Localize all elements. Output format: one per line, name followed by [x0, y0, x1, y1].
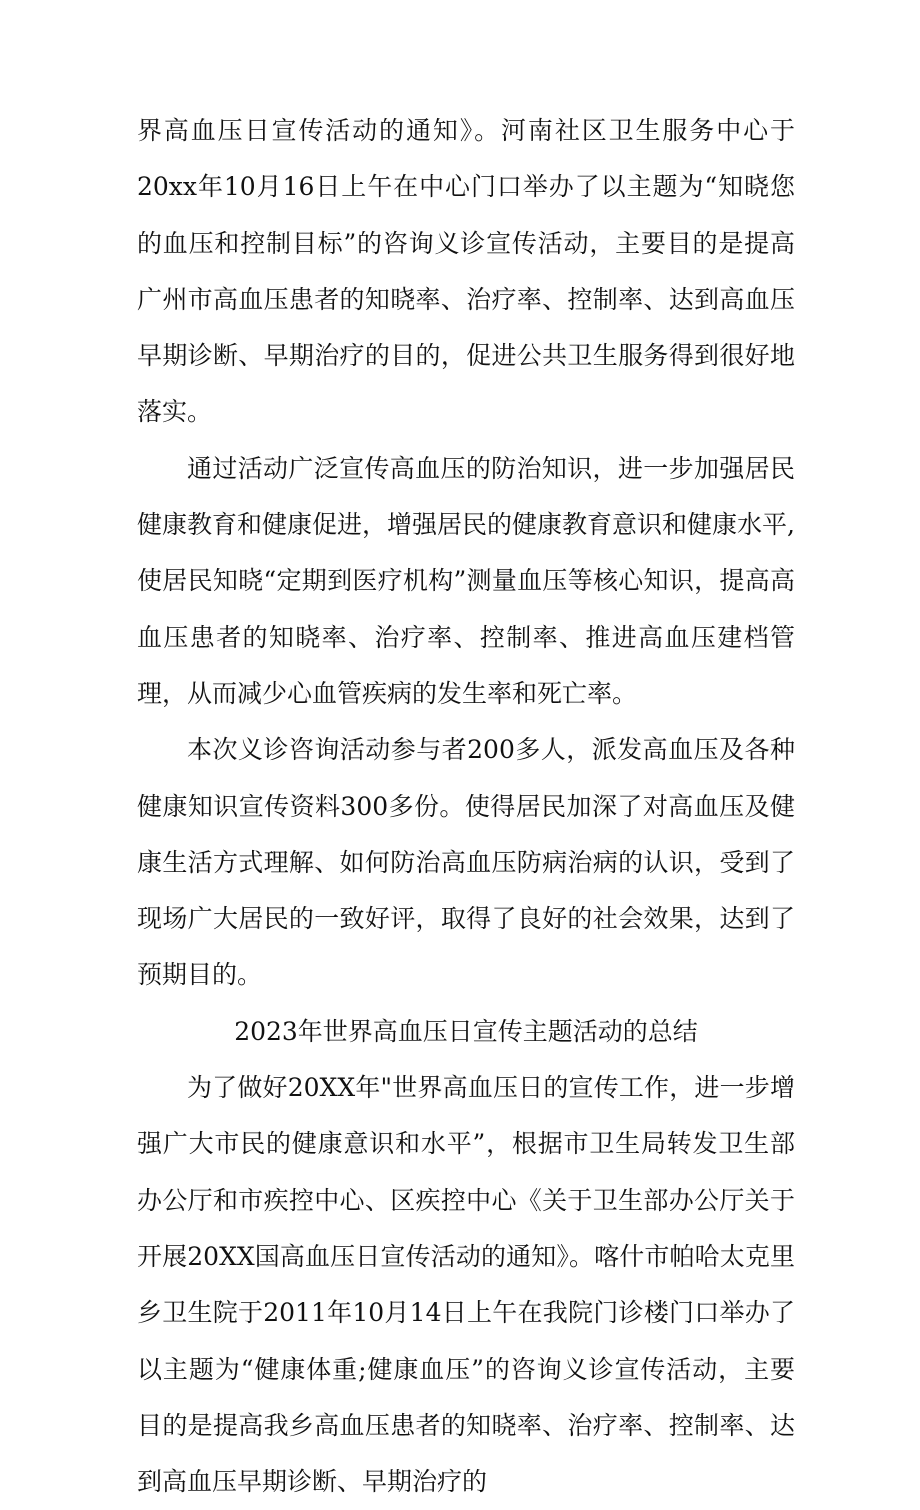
paragraph-4: 为了做好20XX年"世界高血压日的宣传工作，进一步增强广大市民的健康意识和水平”，根据市卫生局转发卫生部办公厅和市疾控中心、区疾控中心《关于卫生部办公厅关于开展20XX国高血压日宣传活动的通知》。喀什市帕哈太克里乡卫生院于2011年10月14日上午在我院门诊楼门口举办了以主题为“健康体重;健康血压”的咨询义诊宣传活动，主要目的是提高我乡高血压患者的知晓率、治疗率、控制率、达到高血压早期诊断、早期治疗的 — [137, 1073, 795, 1497]
section-heading: 2023年世界高血压日宣传主题活动的总结 — [234, 1016, 698, 1046]
paragraph-1: 界高血压日宣传活动的通知》。河南社区卫生服务中心于20xx年10月16日上午在中心门口举办了以主题为“知晓您的血压和控制目标”的咨询义诊宣传活动，主要目的是提高广州市高血压患者的知晓率、治疗率、控制率、达到高血压早期诊断、早期治疗的目的，促进公共卫生服务得到很好地落实。 — [137, 116, 795, 427]
paragraph-3: 本次义诊咨询活动参与者200多人，派发高血压及各种健康知识宣传资料300多份。使得居民加深了对高血压及健康生活方式理解、如何防治高血压防病治病的认识，受到了现场广大居民的一致好评，取得了良好的社会效果，达到了预期目的。 — [137, 735, 795, 990]
document-body — [137, 103, 795, 1510]
paragraph-2: 通过活动广泛宣传高血压的防治知识，进一步加强居民健康教育和健康促进，增强居民的健康教育意识和健康水平,使居民知晓“定期到医疗机构”测量血压等核心知识，提高高血压患者的知晓率、治疗率、控制率、推进高血压建档管理，从而减少心血管疾病的发生率和死亡率。 — [137, 453, 795, 708]
